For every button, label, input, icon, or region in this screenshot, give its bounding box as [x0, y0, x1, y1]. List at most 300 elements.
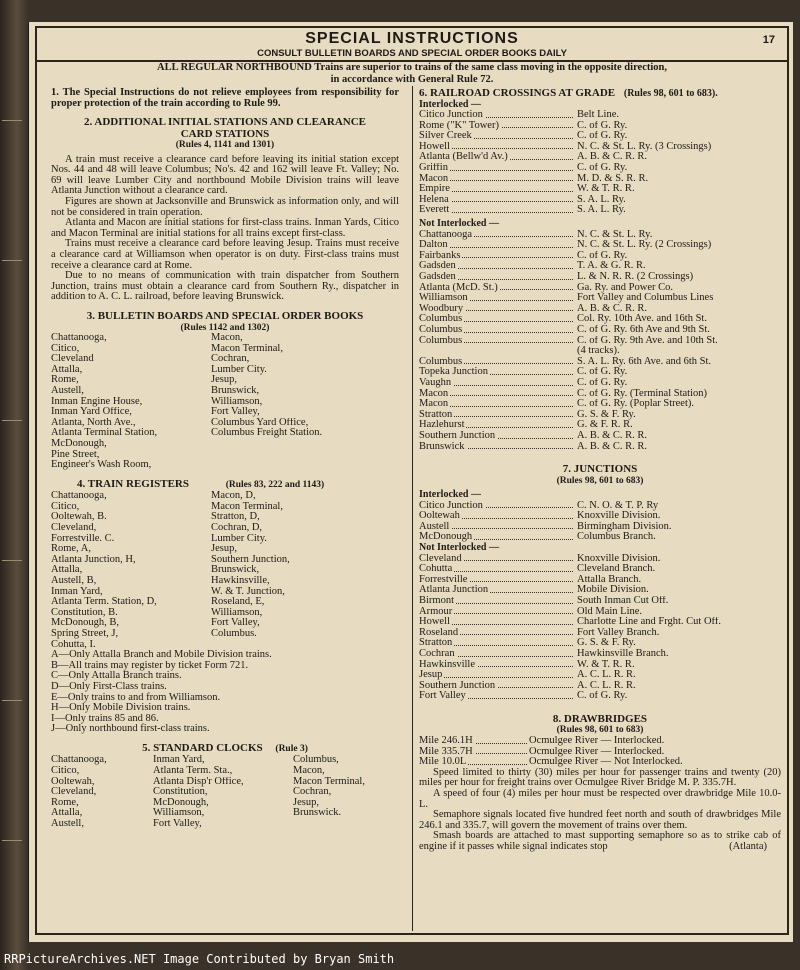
list-cell-name-text: Everett — [419, 205, 450, 216]
list-row — [51, 450, 399, 461]
list-cell-left: Atlanta, North Ave., — [51, 417, 136, 428]
list-cell-value: A. B. & C. R. R. — [577, 152, 648, 163]
list-cell-name — [419, 585, 577, 596]
section-1-text: 1. The Special Instructions do not relieve employees from responsibility for proper protection of the train according to Rule 99. — [51, 87, 399, 109]
intro-notice — [37, 62, 787, 86]
section-8-paragraph: Semaphore signals located five hundred feet north and south of drawbridges Mile 246.1 and 335.7, will govern the movement of trains over them. — [419, 809, 781, 831]
list-cell-name — [419, 272, 577, 283]
section-2-title — [51, 117, 399, 140]
list-row — [419, 522, 781, 533]
list-cell-name-text: Forrestville — [419, 574, 468, 585]
list-cell-value: G. S. & F. Ry. — [577, 409, 636, 420]
list-cell-right: Lumber City. — [211, 533, 267, 544]
list-cell-name — [419, 649, 577, 660]
list-row — [51, 576, 399, 587]
list-cell-name-text: Helena — [419, 194, 449, 205]
footnote: A—Only Attalla Branch and Mobile Division trains. — [51, 649, 272, 661]
junctions-interlocked-list — [419, 501, 781, 543]
list-cell-value: A. B. & C. R. R. — [577, 430, 648, 441]
list-row — [419, 131, 781, 142]
list-cell-name-text: Brunswick — [419, 441, 465, 452]
list-cell-name-text: Cleveland — [419, 553, 462, 564]
list-row — [51, 555, 399, 566]
section-6-rules: (Rules 98, 601 to 683). — [623, 88, 718, 99]
list-row — [419, 283, 781, 294]
list-row — [419, 314, 781, 325]
list-cell-left: Atlanta Junction, H, — [51, 554, 136, 565]
section-7-interlocked-label: Interlocked — — [419, 489, 481, 501]
list-cell-right: Fort Valley, — [211, 618, 260, 629]
list-cell-name-text: Vaughn — [419, 377, 452, 388]
list-cell-left: Attalla, — [51, 565, 83, 576]
list-cell-name — [419, 336, 577, 347]
list-cell-name-text: Columbus — [419, 314, 463, 325]
list-row — [419, 251, 781, 262]
list-cell-value: A. B. & C. R. R. — [577, 441, 648, 452]
list-cell-left: Pine Street, — [51, 449, 100, 460]
list-cell-name-text: Howell — [419, 617, 450, 628]
list-row — [51, 777, 399, 788]
train-register-list — [51, 491, 399, 650]
list-cell-name — [419, 522, 577, 533]
list-row — [419, 660, 781, 671]
list-row — [419, 607, 781, 618]
list-row — [419, 174, 781, 185]
list-cell-name — [419, 607, 577, 618]
image-credit-footer: RRPictureArchives.NET Image Contributed by Bryan Smith — [4, 952, 395, 966]
list-cell-name-text: Cochran — [419, 649, 455, 659]
document-page — [28, 22, 793, 942]
list-cell-right: Jesup, — [211, 375, 237, 386]
list-cell-right: Fort Valley, — [211, 407, 260, 418]
list-cell-name — [419, 121, 577, 132]
list-cell-right: Brunswick, — [211, 385, 260, 396]
list-cell: Attalla, — [51, 808, 83, 819]
section-2-paragraph: Atlanta and Macon are initial stations for first-class trains. Inman Yards, Citico and Macon Terminal are initial stations for all trains except first-class. — [51, 217, 399, 239]
list-cell-left: Cohutta, I. — [51, 639, 96, 650]
list-cell-right: Brunswick, — [211, 565, 260, 576]
section-3-rules: (Rules 1142 and 1302) — [180, 322, 270, 333]
list-cell-value: C. N. O. & T. P. Ry — [577, 500, 659, 511]
list-cell-name-text: Woodbury — [419, 303, 464, 314]
list-cell-left: Inman Yard Office, — [51, 407, 132, 418]
list-cell-right: Columbus. — [211, 628, 257, 639]
list-row — [51, 333, 399, 344]
list-cell-value: C. of G. Ry. — [577, 367, 628, 378]
list-cell-left: Chattanooga, — [51, 491, 107, 502]
list-row — [419, 336, 781, 347]
list-cell-value: Ocmulgee River — Not Interlocked. — [529, 756, 683, 768]
list-row — [51, 819, 399, 830]
section-2-paragraph: Trains must receive a clearance card before leaving Jesup. Trains must receive a clearance card at Williamson when operator is on duty. First-class trains must receive a clearance card at Rome. — [51, 238, 399, 271]
list-cell-value: M. D. & S. R. R. — [577, 173, 649, 184]
list-row — [419, 205, 781, 216]
list-row — [51, 439, 399, 450]
list-cell-name-text: Atlanta (McD. St.) — [419, 282, 498, 293]
list-row — [419, 554, 781, 565]
list-cell-left: Engineer's Wash Room, — [51, 460, 152, 471]
list-row — [51, 629, 399, 640]
list-cell-name-text: Citico Junction — [419, 500, 483, 511]
list-cell-name-text: Mile 335.7H — [419, 746, 473, 757]
list-row — [51, 386, 399, 397]
list-cell-name-text: Macon — [419, 173, 449, 184]
list-cell-left: Chattanooga, — [51, 333, 107, 343]
list-cell-left: Austell, B, — [51, 575, 97, 586]
list-cell-value: Col. Ry. 10th Ave. and 16th St. — [577, 314, 707, 325]
footnote: J—Only northbound first-class trains. — [51, 723, 210, 735]
list-row — [419, 691, 781, 702]
section-8-signoff: (Atlanta) — [729, 840, 767, 852]
list-cell-name — [419, 757, 529, 768]
list-cell-right — [211, 460, 399, 471]
list-cell-value: Ocmulgee River — Interlocked. — [529, 734, 665, 746]
list-cell-name-text: Citico Junction — [419, 110, 483, 121]
list-cell-name — [419, 442, 577, 453]
list-cell-right: Williamson, — [211, 396, 263, 407]
list-row — [51, 608, 399, 619]
section-4-rules: (Rules 83, 222 and 1143) — [225, 479, 325, 490]
list-cell-name-text: Empire — [419, 184, 450, 195]
section-4-title-text: 4. TRAIN REGISTERS — [77, 477, 189, 490]
list-cell-name — [419, 195, 577, 206]
list-row — [51, 407, 399, 418]
list-cell-value: S. A. L. Ry. — [577, 194, 626, 205]
list-cell-value: Cleveland Branch. — [577, 564, 656, 575]
section-8-rules: (Rules 98, 601 to 683) — [556, 725, 644, 736]
list-cell-right: Columbus Yard Office, — [211, 417, 309, 428]
list-cell-name-text: Stratton — [419, 638, 453, 649]
list-cell: Ooltewah, — [51, 776, 95, 787]
list-row — [419, 681, 781, 692]
bulletin-board-list — [51, 333, 399, 471]
list-cell-name-text: Macon — [419, 388, 449, 399]
list-cell-right: Stratton, D, — [211, 512, 260, 523]
list-cell-value: N. C. & St. L. Ry. (3 Crossings) — [577, 141, 712, 152]
list-cell-name-text: Southern Junction — [419, 430, 496, 441]
section-7-rules: (Rules 98, 601 to 683) — [556, 475, 644, 486]
list-cell-value: S. A. L. Ry. — [577, 205, 626, 216]
list-cell-name — [419, 283, 577, 294]
list-cell-name — [419, 501, 577, 512]
list-row — [419, 152, 781, 163]
train-register-notes — [51, 650, 399, 735]
list-row — [51, 491, 399, 502]
list-cell-value: Knoxville Division. — [577, 553, 661, 564]
section-8-paragraph: Speed limited to thirty (30) miles per hour for passenger trains and twenty (20) miles per hour for freight trains over Ocmulgee River Bridge M. P. 335.7H. — [419, 766, 781, 789]
section-2-title-line: CARD STATIONS — [180, 127, 270, 140]
list-cell-name-text: Columbus — [419, 335, 463, 346]
list-row — [51, 565, 399, 576]
list-cell-name-text: Topeka Junction — [419, 367, 488, 378]
left-column — [51, 88, 399, 830]
section-6-not-interlocked-label: Not Interlocked — — [419, 218, 499, 230]
list-row — [51, 512, 399, 523]
list-cell-value: A. C. L. R. R. — [577, 670, 636, 681]
list-cell-name-text: Fairbanks — [419, 250, 461, 261]
list-row — [51, 766, 399, 777]
list-row — [51, 418, 399, 429]
list-row — [419, 195, 781, 206]
list-cell-value: Ocmulgee River — Interlocked. — [529, 745, 665, 757]
list-cell-left: Atlanta Term. Station, D, — [51, 597, 157, 608]
junctions-not-interlocked-list — [419, 554, 781, 702]
list-row — [419, 389, 781, 400]
list-cell-value: N. C. & St. L. Ry. — [577, 229, 653, 240]
list-cell-name — [419, 163, 577, 174]
list-row — [51, 618, 399, 629]
section-6-title — [419, 88, 781, 100]
list-cell-name-text: Columbus — [419, 356, 463, 367]
list-cell-left: Austell, — [51, 385, 84, 396]
book-binding — [0, 0, 28, 970]
list-cell-name-text: Chattanooga — [419, 229, 473, 240]
list-cell-right: Williamson, — [211, 607, 263, 618]
list-cell-name-text: McDonough — [419, 532, 473, 543]
list-cell-value: Hawkinsville Branch. — [577, 649, 669, 659]
list-row — [419, 293, 781, 304]
list-cell-value: Fort Valley and Columbus Lines — [577, 293, 714, 304]
list-cell-left: Inman Engine House, — [51, 396, 143, 407]
list-row — [419, 431, 781, 442]
list-cell: Atlanta Disp'r Office, — [153, 776, 244, 787]
list-cell-value: Knoxville Division. — [577, 511, 661, 522]
list-cell-right: Macon Terminal, — [211, 343, 283, 354]
list-cell-name-text: Armour — [419, 606, 453, 617]
list-cell-right: Cochran, — [211, 354, 250, 365]
list-cell: Cochran, — [293, 787, 332, 798]
list-cell: Chattanooga, — [51, 755, 107, 766]
list-cell-name — [419, 575, 577, 586]
list-cell-value: A. C. L. R. R. — [577, 680, 636, 691]
list-cell-right: Jesup, — [211, 544, 237, 555]
section-8-title: 8. DRAWBRIDGES — [552, 712, 648, 725]
list-cell-left: Attalla, — [51, 364, 83, 375]
list-cell-left: Citico, — [51, 501, 80, 512]
drawbridge-list — [419, 736, 781, 768]
list-cell-left: Spring Street, J, — [51, 628, 119, 639]
list-row — [51, 354, 399, 365]
list-cell-name-text: Griffin — [419, 163, 448, 174]
list-cell-name — [419, 346, 577, 357]
list-cell: Fort Valley, — [153, 818, 202, 829]
list-cell-left: Cleveland — [51, 354, 94, 365]
list-row — [51, 365, 399, 376]
list-cell-left: Rome, A, — [51, 544, 91, 555]
list-cell-name-text: Austell — [419, 521, 450, 532]
list-cell-name-text: Atlanta Junction — [419, 585, 489, 596]
list-row — [419, 585, 781, 596]
list-row — [419, 272, 781, 283]
list-cell-value: G. S. & F. Ry. — [577, 638, 636, 649]
list-row — [51, 460, 399, 471]
list-row — [51, 787, 399, 798]
list-cell-right: Hawkinsville, — [211, 575, 270, 586]
list-cell-right: Macon Terminal, — [211, 501, 283, 512]
list-row — [419, 511, 781, 522]
list-row — [51, 587, 399, 598]
list-row — [419, 532, 781, 543]
list-cell-name — [419, 110, 577, 121]
list-cell-name — [419, 184, 577, 195]
list-cell — [293, 819, 399, 830]
list-row — [51, 523, 399, 534]
list-row — [51, 428, 399, 439]
list-row — [419, 649, 781, 660]
list-row — [419, 564, 781, 575]
footnote: E—Only trains to and from Williamson. — [51, 691, 221, 703]
list-cell-name-text: Fort Valley — [419, 691, 466, 702]
section-5-title — [51, 743, 399, 756]
list-row — [419, 378, 781, 389]
list-cell-name — [419, 681, 577, 692]
list-row — [419, 367, 781, 378]
list-row — [51, 798, 399, 809]
list-cell-left: Cleveland, — [51, 523, 97, 533]
list-cell-name — [419, 596, 577, 607]
list-cell-name — [419, 660, 577, 671]
list-cell: Williamson, — [153, 808, 205, 819]
list-cell-name — [419, 367, 577, 378]
list-cell-name — [419, 304, 577, 315]
list-cell-name-text: Macon — [419, 399, 449, 410]
page-header — [37, 28, 787, 62]
list-cell: Constitution, — [153, 787, 208, 798]
list-row — [419, 638, 781, 649]
list-cell-left: Ooltewah, B. — [51, 512, 107, 523]
page-subtitle: CONSULT BULLETIN BOARDS AND SPECIAL ORDER BOOKS DAILY — [257, 48, 567, 59]
intro-line: ALL REGULAR NORTHBOUND Trains are superior to trains of the same class moving in the opposite direction, — [157, 62, 667, 73]
section-5-rules: (Rule 3) — [275, 743, 308, 754]
list-row — [419, 240, 781, 251]
list-cell-left: Rome, — [51, 375, 79, 386]
list-cell-right: Lumber City. — [211, 364, 267, 375]
list-cell-name — [419, 638, 577, 649]
list-row — [51, 397, 399, 408]
list-cell: Brunswick. — [293, 808, 342, 819]
list-cell-right: Macon, D, — [211, 491, 256, 502]
list-row — [51, 375, 399, 386]
list-row — [419, 357, 781, 368]
list-cell-name-text: Atlanta (Bellw'd Av.) — [419, 152, 508, 163]
footnote: C—Only Attalla Branch trains. — [51, 670, 182, 682]
list-cell-value: C. of G. Ry. — [577, 691, 628, 702]
list-cell-name — [419, 431, 577, 442]
section-8-paragraph: Smash boards are attached to mast supporting semaphore so as to strike cab of engine if it passes while signal indicates stop — [419, 830, 781, 852]
column-divider — [412, 86, 413, 931]
list-cell-value: C. of G. Ry. 6th Ave and 9th St. — [577, 324, 710, 335]
list-cell-name — [419, 205, 577, 216]
list-cell-left: Constitution, B. — [51, 607, 118, 618]
list-row — [419, 325, 781, 336]
list-cell-left: Citico, — [51, 343, 80, 354]
list-cell-value: A. B. & C. R. R. — [577, 303, 648, 314]
list-cell-name-text: Ooltewah — [419, 511, 460, 522]
section-6-interlocked-label: Interlocked — — [419, 98, 481, 110]
list-cell: Cleveland, — [51, 787, 97, 798]
list-row — [419, 163, 781, 174]
section-7-title: 7. JUNCTIONS — [562, 463, 638, 476]
footnote: I—Only trains 85 and 86. — [51, 712, 159, 724]
list-row — [419, 304, 781, 315]
list-cell-left: McDonough, — [51, 438, 107, 449]
list-row — [419, 617, 781, 628]
list-cell-left: Atlanta Terminal Station, — [51, 428, 158, 439]
list-cell-name — [419, 628, 577, 639]
list-cell-name — [419, 389, 577, 400]
list-cell-right: Columbus Freight Station. — [211, 428, 323, 439]
list-row — [419, 399, 781, 410]
list-cell-name — [419, 240, 577, 251]
list-cell-name — [419, 564, 577, 575]
section-2-paragraph: Due to no means of communication with train dispatcher from Southern Junction, trains must obtain a clearance card from Southern Ry., dispatcher in addition to A. C. L. railroad, before leaving Brunswick. — [51, 270, 399, 303]
page-frame — [35, 26, 789, 935]
list-cell-value: C. of G. Ry. — [577, 250, 628, 261]
list-cell-name — [419, 410, 577, 421]
section-3-title: 3. BULLETIN BOARDS AND SPECIAL ORDER BOOKS — [86, 310, 364, 322]
list-cell-left: Forrestville. C. — [51, 533, 115, 544]
intro-line: in accordance with General Rule 72. — [330, 74, 494, 85]
list-row — [419, 110, 781, 121]
list-row — [419, 575, 781, 586]
list-cell: McDonough, — [153, 797, 209, 808]
list-row — [419, 670, 781, 681]
section-2-rules: (Rules 4, 1141 and 1301) — [175, 140, 275, 151]
list-cell-value: G. & F. R. R. — [577, 420, 633, 431]
list-cell: Citico, — [51, 765, 80, 776]
section-2-paragraph: A train must receive a clearance card before leaving its initial station except Nos. 44 and 48 will leave Columbus; No's. 42 and 162 will leave Ft. Valley; No. 69 will leave Lumber City and northbound Mobile Division trains will leave Atlanta Junction without a clearance card. — [51, 153, 399, 197]
list-cell: Rome, — [51, 797, 79, 808]
list-cell-value: C. of G. Ry. — [577, 163, 628, 174]
list-cell-value: N. C. & St. L. Ry. (2 Crossings) — [577, 240, 712, 251]
list-row — [419, 121, 781, 132]
list-cell-left: McDonough, B, — [51, 618, 119, 629]
list-row — [51, 755, 399, 766]
section-2-paragraph: Figures are shown at Jacksonville and Brunswick as information only, and will not be considered in train operation. — [51, 196, 399, 218]
list-row — [51, 544, 399, 555]
crossings-not-interlocked-list — [419, 230, 781, 452]
list-cell-value: Charlotte Line and Frght. Cut Off. — [577, 617, 721, 628]
list-cell-value: C. of G. Ry. 9th Ave. and 10th St. — [577, 335, 718, 346]
page-number: 17 — [762, 34, 775, 46]
list-row — [419, 596, 781, 607]
list-cell-value: Old Main Line. — [577, 606, 643, 617]
section-7-not-interlocked-label: Not Interlocked — — [419, 542, 499, 554]
list-cell-name — [419, 293, 577, 304]
list-cell-value: C. of G. Ry. — [577, 377, 628, 388]
list-row — [419, 230, 781, 241]
list-cell-left: Inman Yard, — [51, 586, 103, 597]
list-cell-name — [419, 511, 577, 522]
section-2-title-line: 2. ADDITIONAL INITIAL STATIONS AND CLEARANCE — [84, 116, 366, 129]
list-row — [419, 261, 781, 272]
list-row — [419, 142, 781, 153]
list-cell-value: C. of G. Ry. — [577, 120, 628, 131]
section-4-title — [51, 479, 399, 492]
list-cell-name — [419, 399, 577, 410]
list-cell-name-text: Southern Junction — [419, 680, 496, 691]
list-cell-value: W. & T. R. R. — [577, 184, 635, 195]
list-cell-right: W. & T. Junction, — [211, 586, 285, 597]
list-cell-name-text: Hawkinsville — [419, 659, 475, 670]
list-cell-right: Cochran, D, — [211, 523, 263, 533]
list-row — [51, 808, 399, 819]
list-cell-name-text: Columbus — [419, 324, 463, 335]
list-cell: Macon, — [293, 765, 325, 776]
list-row — [419, 184, 781, 195]
list-row — [419, 442, 781, 453]
list-cell-name — [419, 142, 577, 153]
